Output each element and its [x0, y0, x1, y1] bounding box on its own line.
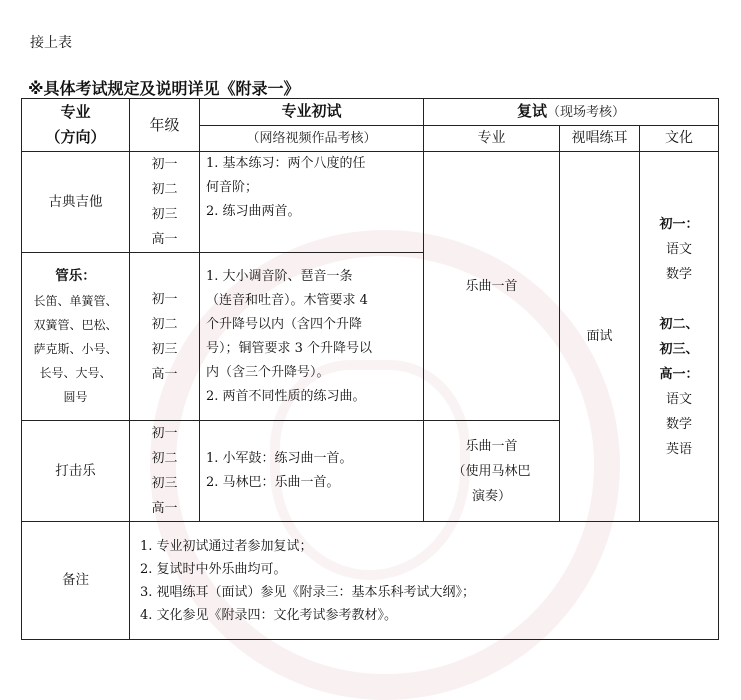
retest-major-shared: 乐曲一首 [424, 152, 560, 421]
header-major: 专业 （方向） [22, 99, 130, 152]
header-grade: 年级 [130, 99, 200, 152]
header-prelim-sub: （网络视频作品考核） [200, 126, 424, 152]
remarks-label: 备注 [22, 522, 130, 640]
exam-requirements-table [21, 98, 719, 640]
culture-subjects: 初一： 语文 数学 初二、 初三、 高一： 语文 数学 英语 [640, 152, 719, 522]
grade-list: 初一 初二 初三 高一 [130, 253, 200, 421]
major-classical-guitar: 古典吉他 [22, 152, 130, 253]
prelim-requirements: 1. 小军鼓：练习曲一首。 2. 马林巴：乐曲一首。 [200, 421, 424, 522]
header-culture: 文化 [640, 126, 719, 152]
major-wind-instruments: 管乐： 长笛、单簧管、 双簧管、巴松、 萨克斯、小号、 长号、大号、 圆号 [22, 253, 130, 421]
prelim-requirements: 1. 基本练习：两个八度的任 何音阶； 2. 练习曲两首。 [200, 152, 424, 253]
major-percussion: 打击乐 [22, 421, 130, 522]
remark-item: 2. 复试时中外乐曲均可。 [140, 561, 287, 577]
remark-item: 1. 专业初试通过者参加复试； [140, 538, 313, 554]
remark-item: 4. 文化参见《附录四：文化考试参考教材》。 [140, 607, 398, 623]
retest-major-percussion: 乐曲一首 （使用马林巴 演奏） [424, 421, 560, 522]
grade-list: 初一 初二 初三 高一 [130, 421, 200, 522]
remarks-list [130, 522, 719, 640]
appendix-note: ※具体考试规定及说明详见《附录一》 [28, 79, 300, 98]
grade-list: 初一 初二 初三 高一 [130, 152, 200, 253]
header-sight-singing: 视唱练耳 [560, 126, 640, 152]
continued-label: 接上表 [30, 35, 72, 51]
remark-item: 3. 视唱练耳（面试）参见《附录三：基本乐科考试大纲》； [140, 584, 476, 600]
header-retest-major: 专业 [424, 126, 560, 152]
header-prelim: 专业初试 [200, 99, 424, 126]
header-retest: 复试（现场考核） [424, 99, 719, 126]
sight-singing-value: 面试 [560, 152, 640, 522]
prelim-requirements: 1. 大小调音阶、琶音一条 （连音和吐音）。木管要求 4 个升降号以内（含四个升降 号）；铜管要求 3 个升降号以 内（含三个升降号）。 2. 两首不同性质的练习曲。 [200, 253, 424, 421]
